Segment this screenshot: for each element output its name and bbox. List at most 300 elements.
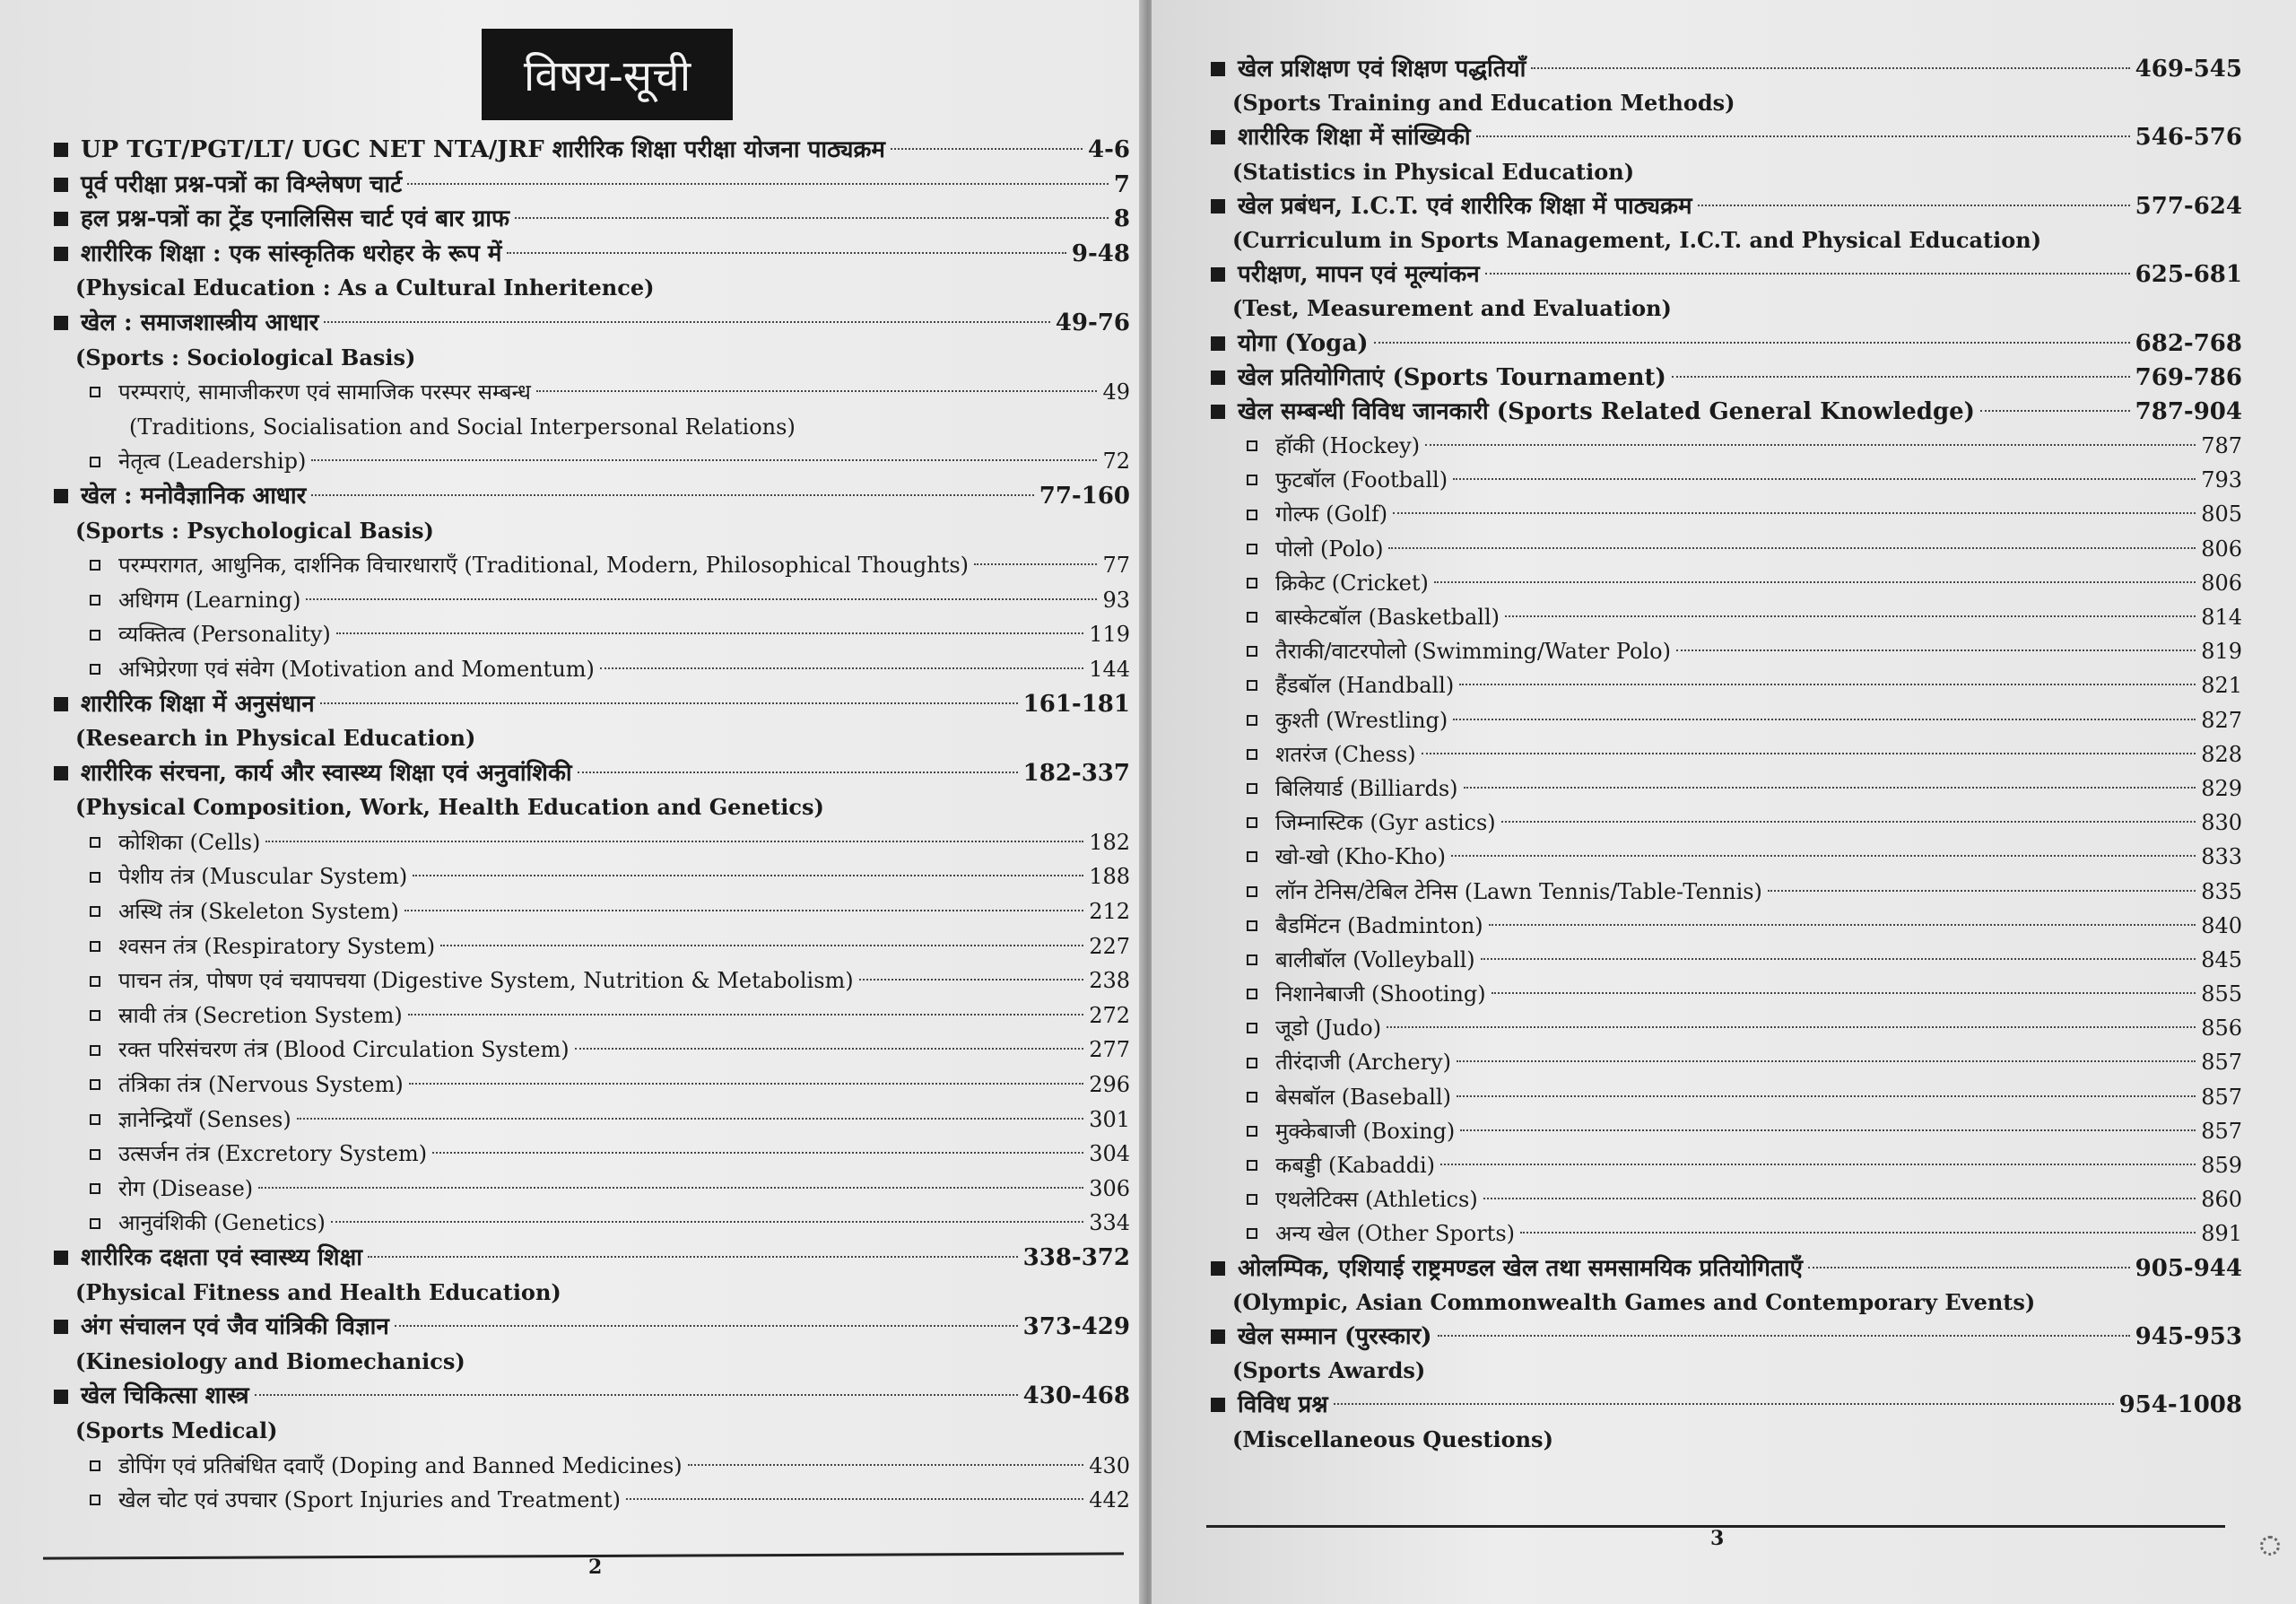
- toc-entry-title: तंत्रिका तंत्र (Nervous System): [118, 1072, 404, 1098]
- dot-leader: [626, 1498, 1083, 1500]
- toc-entry-title: स्रावी तंत्र (Secretion System): [118, 1002, 403, 1028]
- toc-entry-page: 8: [1113, 205, 1130, 233]
- dot-leader: [265, 841, 1083, 842]
- toc-entry-page: 306: [1089, 1175, 1130, 1201]
- hollow-square-bullet-icon: [1247, 851, 1257, 862]
- dot-leader: [336, 632, 1083, 634]
- hollow-square-bullet-icon: [90, 1495, 100, 1505]
- toc-entry-page: 845: [2201, 946, 2242, 972]
- toc-entry-main: [1211, 189, 2242, 223]
- toc-entry-title: बालीबॉल (Volleyball): [1275, 946, 1475, 972]
- toc-entry-en: [54, 341, 1130, 376]
- toc-entry-sub: [54, 444, 1130, 479]
- dot-leader: [1483, 1198, 2196, 1199]
- toc-entry-page: 227: [1089, 933, 1130, 959]
- toc-entry-sub: [1211, 875, 2242, 909]
- square-bullet-icon: [1211, 370, 1225, 385]
- toc-entry-sub: [54, 1172, 1130, 1207]
- toc-entry-page: 4-6: [1088, 136, 1130, 163]
- dot-leader: [1374, 342, 2130, 344]
- toc-entry-sub: [54, 825, 1130, 860]
- toc-entry-page: 833: [2201, 844, 2242, 870]
- toc-entry-page: 301: [1089, 1106, 1130, 1132]
- toc-entry-sub: [54, 998, 1130, 1033]
- toc-entry-page: 72: [1102, 449, 1130, 475]
- square-bullet-icon: [54, 178, 68, 192]
- toc-entry-page: 119: [1089, 622, 1130, 648]
- toc-entry-title: (Statistics in Physical Education): [1232, 158, 1635, 185]
- toc-entry-page: 814: [2201, 605, 2242, 630]
- toc-entry-main: [54, 479, 1130, 514]
- toc-entry-sub: [54, 1033, 1130, 1068]
- toc-entry-page: 682-768: [2135, 329, 2242, 357]
- toc-entry-title: (Physical Composition, Work, Health Education and Genetics): [75, 794, 824, 821]
- toc-entry-title: हॉकी (Hockey): [1275, 433, 1421, 459]
- toc-entry-title: अभिप्रेरणा एवं संवेग (Motivation and Momentum): [118, 656, 595, 682]
- toc-entry-page: 857: [2201, 1050, 2242, 1076]
- dot-leader: [324, 321, 1049, 323]
- toc-entry-sub: [54, 375, 1130, 410]
- toc-entry-page: 855: [2201, 981, 2242, 1007]
- hollow-square-bullet-icon: [90, 595, 100, 606]
- dot-leader: [1440, 1164, 2196, 1165]
- toc-entry-title: परम्परागत, आधुनिक, दार्शनिक विचारधाराएँ (Traditional, Modern, Philosophical Thoughts): [118, 553, 970, 579]
- toc-entry-sub: [54, 963, 1130, 998]
- toc-entry-sub: [54, 1483, 1130, 1518]
- toc-entry-page: 857: [2201, 1118, 2242, 1144]
- hollow-square-bullet-icon: [90, 1114, 100, 1125]
- toc-entry-sub: [1211, 943, 2242, 977]
- toc-entry-title: शारीरिक दक्षता एवं स्वास्थ्य शिक्षा: [81, 1244, 362, 1271]
- dot-leader: [1489, 924, 2196, 926]
- toc-entry-title: (Test, Measurement and Evaluation): [1232, 295, 1672, 322]
- hollow-square-bullet-icon: [90, 1010, 100, 1021]
- toc-entry-title: खेल सम्बन्धी विविध जानकारी (Sports Related General Knowledge): [1238, 397, 1975, 425]
- toc-entry-title: निशानेबाजी (Shooting): [1275, 981, 1486, 1007]
- toc-entry-title: शारीरिक संरचना, कार्य और स्वास्थ्य शिक्षा एवं अनुवांशिकी: [81, 759, 572, 787]
- toc-entry-page: 238: [1089, 968, 1130, 994]
- toc-entry-title: शारीरिक शिक्षा में अनुसंधान: [81, 690, 315, 718]
- toc-entry-page: 857: [2201, 1084, 2242, 1110]
- toc-entry-main: [54, 1379, 1130, 1414]
- dot-leader: [258, 1187, 1083, 1189]
- toc-entry-en: [1211, 86, 2242, 120]
- toc-entry-sub: [54, 894, 1130, 929]
- toc-entry-title: (Physical Fitness and Health Education): [75, 1278, 561, 1305]
- toc-entry-main: [54, 202, 1130, 237]
- toc-entry-sub: [1211, 463, 2242, 497]
- toc-entry-title: (Sports : Psychological Basis): [75, 517, 434, 544]
- toc-entry-sub: [1211, 600, 2242, 634]
- dot-leader: [297, 1118, 1083, 1120]
- toc-entry-page: 338-372: [1022, 1244, 1130, 1271]
- toc-entry-sub: [54, 1137, 1130, 1172]
- hollow-square-bullet-icon: [1247, 783, 1257, 794]
- toc-entry-page: 829: [2201, 775, 2242, 801]
- toc-entry-sub: [1211, 1011, 2242, 1045]
- hollow-square-bullet-icon: [90, 906, 100, 917]
- toc-entry-sub: [54, 652, 1130, 687]
- hollow-square-bullet-icon: [90, 1045, 100, 1056]
- toc-entry-title: गोल्फ (Golf): [1275, 501, 1388, 527]
- toc-entry-title: अंग संचालन एवं जैव यांत्रिकी विज्ञान: [81, 1313, 389, 1341]
- toc-entry-page: 373-429: [1022, 1313, 1130, 1341]
- toc-entry-title: अधिगम (Learning): [118, 587, 301, 613]
- toc-entry-sub: [1211, 497, 2242, 531]
- hollow-square-bullet-icon: [1247, 817, 1257, 828]
- toc-entry-sub: [1211, 771, 2242, 806]
- hollow-square-bullet-icon: [90, 560, 100, 571]
- toc-entry-en: [1211, 292, 2242, 326]
- dot-leader: [515, 217, 1109, 219]
- toc-entry-sub: [54, 1206, 1130, 1241]
- hollow-square-bullet-icon: [1247, 886, 1257, 897]
- toc-entry-title: नेतृत्व (Leadership): [118, 449, 307, 475]
- toc-entry-title: रक्त परिसंचरण तंत्र (Blood Circulation System): [118, 1037, 570, 1063]
- dot-leader: [1459, 684, 2196, 685]
- square-bullet-icon: [1211, 405, 1225, 419]
- dot-leader: [404, 910, 1083, 911]
- toc-entry-page: 77-160: [1039, 482, 1130, 510]
- dot-leader: [1464, 787, 2196, 789]
- toc-entry-sub: [1211, 1045, 2242, 1079]
- dot-leader: [688, 1464, 1084, 1466]
- hollow-square-bullet-icon: [1247, 955, 1257, 965]
- square-bullet-icon: [54, 697, 68, 711]
- toc-entry-title: खेल चिकित्सा शास्त्र: [81, 1382, 249, 1410]
- toc-entry-title: (Research in Physical Education): [75, 725, 476, 752]
- toc-entry-page: 769-786: [2135, 363, 2242, 391]
- toc-entry-sub: [1211, 532, 2242, 566]
- toc-entry-page: 793: [2201, 467, 2242, 493]
- toc-entry-sub: [54, 859, 1130, 894]
- toc-entry-en: [54, 1345, 1130, 1380]
- toc-entry-page: 430-468: [1022, 1382, 1130, 1410]
- toc-entry-sub: [1211, 909, 2242, 943]
- dot-leader: [891, 148, 1083, 150]
- toc-entry-title: ओलम्पिक, एशियाई राष्ट्रमण्डल खेल तथा समसामयिक प्रतियोगिताएँ: [1238, 1254, 1804, 1282]
- toc-entry-en: [1211, 1423, 2242, 1457]
- hollow-square-bullet-icon: [1247, 612, 1257, 623]
- toc-entry-title: (Miscellaneous Questions): [1232, 1425, 1553, 1452]
- dot-leader: [331, 1221, 1083, 1223]
- toc-entry-page: 821: [2201, 673, 2242, 699]
- toc-entry-title: उत्सर्जन तंत्र (Excretory System): [118, 1141, 428, 1167]
- dot-leader: [600, 667, 1083, 669]
- hollow-square-bullet-icon: [90, 872, 100, 883]
- toc-entry-page: 9-48: [1071, 240, 1130, 267]
- toc-entry-title: खेल प्रबंधन, I.C.T. एवं शारीरिक शिक्षा में पाठ्यक्रम: [1238, 192, 1692, 220]
- dot-leader: [409, 1083, 1083, 1085]
- dot-leader: [440, 945, 1083, 946]
- toc-entry-cont: [54, 410, 1130, 445]
- toc-entry-sub: [54, 583, 1130, 618]
- dot-leader: [578, 771, 1018, 773]
- toc-entry-main: [54, 1310, 1130, 1345]
- dot-leader: [1388, 547, 2196, 549]
- toc-entry-sub: [1211, 977, 2242, 1011]
- toc-entry-main: [1211, 120, 2242, 154]
- toc-entry-sub: [1211, 806, 2242, 840]
- toc-entry-title: डोपिंग एवं प्रतिबंधित दवाएँ (Doping and Banned Medicines): [118, 1452, 683, 1478]
- hollow-square-bullet-icon: [90, 1149, 100, 1160]
- toc-entry-title: फुटबॉल (Football): [1275, 467, 1448, 493]
- toc-entry-title: अन्य खेल (Other Sports): [1275, 1221, 1515, 1247]
- toc-entry-page: 805: [2201, 501, 2242, 527]
- hollow-square-bullet-icon: [1247, 1160, 1257, 1171]
- toc-entry-page: 577-624: [2135, 192, 2242, 220]
- toc-entry-main: [54, 1241, 1130, 1276]
- toc-entry-sub: [54, 617, 1130, 652]
- toc-entry-page: 954-1008: [2118, 1391, 2242, 1419]
- dot-leader: [1492, 992, 2196, 994]
- dot-leader: [974, 563, 1097, 565]
- toc-entry-sub: [1211, 1080, 2242, 1114]
- dot-leader: [1768, 890, 2196, 892]
- toc-entry-page: 49-76: [1055, 309, 1130, 336]
- toc-entry-page: 7: [1113, 170, 1130, 198]
- toc-entry-page: 296: [1089, 1072, 1130, 1098]
- toc-entry-title: खेल : मनोवैज्ञानिक आधार: [81, 482, 307, 510]
- hollow-square-bullet-icon: [1247, 680, 1257, 691]
- toc-entry-title: पोलो (Polo): [1275, 536, 1384, 562]
- square-bullet-icon: [1211, 267, 1225, 282]
- dot-leader: [1434, 581, 2196, 583]
- toc-entry-main: [1211, 1320, 2242, 1354]
- toc-entry-title: (Curriculum in Sports Management, I.C.T. and Physical Education): [1232, 226, 2042, 253]
- toc-entry-title: बेसबॉल (Baseball): [1275, 1084, 1451, 1110]
- toc-entry-title: शतरंज (Chess): [1275, 741, 1416, 767]
- hollow-square-bullet-icon: [1247, 1194, 1257, 1205]
- toc-entry-en: [1211, 1354, 2242, 1388]
- toc-entry-en: [1211, 1286, 2242, 1320]
- toc-entry-main: [1211, 257, 2242, 292]
- toc-entry-title: क्रिकेट (Cricket): [1275, 570, 1429, 596]
- square-bullet-icon: [1211, 336, 1225, 351]
- dot-leader: [1531, 67, 2129, 69]
- hollow-square-bullet-icon: [90, 941, 100, 952]
- hollow-square-bullet-icon: [1247, 440, 1257, 451]
- dot-leader: [1457, 1095, 2196, 1097]
- toc-entry-main: [1211, 1388, 2242, 1422]
- toc-entry-page: 334: [1089, 1210, 1130, 1236]
- hollow-square-bullet-icon: [1247, 1126, 1257, 1137]
- toc-entry-title: (Traditions, Socialisation and Social Interpersonal Relations): [129, 414, 796, 440]
- toc-entry-main: [54, 687, 1130, 722]
- toc-entry-sub: [54, 1103, 1130, 1138]
- hollow-square-bullet-icon: [1247, 1023, 1257, 1033]
- toc-entry-en: [54, 1276, 1130, 1311]
- toc-entry-title: पेशीय तंत्र (Muscular System): [118, 864, 408, 890]
- square-bullet-icon: [1211, 130, 1225, 144]
- toc-entry-title: परीक्षण, मापन एवं मूल्यांकन: [1238, 261, 1480, 289]
- toc-entry-page: 891: [2201, 1221, 2242, 1247]
- square-bullet-icon: [1211, 1398, 1225, 1412]
- toc-entry-title: (Sports Medical): [75, 1417, 278, 1443]
- hollow-square-bullet-icon: [90, 1460, 100, 1471]
- hollow-square-bullet-icon: [1247, 1058, 1257, 1068]
- toc-entry-en: [1211, 155, 2242, 189]
- toc-entry-title: (Kinesiology and Biomechanics): [75, 1347, 465, 1374]
- dot-leader: [1520, 1232, 2196, 1234]
- toc-entry-page: 787-904: [2135, 397, 2242, 425]
- hollow-square-bullet-icon: [90, 1183, 100, 1194]
- hollow-square-bullet-icon: [1247, 989, 1257, 999]
- toc-entry-page: 304: [1089, 1141, 1130, 1167]
- toc-entry-main: [1211, 395, 2242, 429]
- hollow-square-bullet-icon: [90, 837, 100, 848]
- hollow-square-bullet-icon: [1247, 646, 1257, 657]
- toc-entry-main: [54, 133, 1130, 168]
- toc-entry-page: 819: [2201, 639, 2242, 665]
- hollow-square-bullet-icon: [1247, 1092, 1257, 1103]
- toc-entry-title: शारीरिक शिक्षा में सांख्यिकी: [1238, 124, 1471, 152]
- toc-entry-title: खो-खो (Kho-Kho): [1275, 844, 1446, 870]
- toc-entry-title: (Sports : Sociological Basis): [75, 344, 416, 370]
- toc-entry-title: खेल प्रशिक्षण एवं शिक्षण पद्धतियाँ: [1238, 56, 1526, 83]
- toc-entry-en: [54, 271, 1130, 306]
- toc-entry-title: (Olympic, Asian Commonwealth Games and Contemporary Events): [1232, 1288, 2036, 1315]
- toc-entry-title: UP TGT/PGT/LT/ UGC NET NTA/JRF शारीरिक शिक्षा परीक्षा योजना पाठ्यक्रम: [81, 136, 885, 163]
- hollow-square-bullet-icon: [1247, 749, 1257, 760]
- toc-entry-sub: [1211, 429, 2242, 463]
- footer-rule-left: [43, 1552, 1124, 1559]
- toc-entry-title: आनुवंशिकी (Genetics): [118, 1210, 326, 1236]
- square-bullet-icon: [54, 212, 68, 226]
- square-bullet-icon: [54, 766, 68, 780]
- dot-leader: [413, 875, 1083, 876]
- toc-entry-title: (Sports Awards): [1232, 1357, 1426, 1384]
- toc-entry-title: बास्केटबॉल (Basketball): [1275, 605, 1500, 630]
- dot-leader: [1485, 273, 2130, 275]
- toc-entry-title: लॉन टेनिस/टेबिल टेनिस (Lawn Tennis/Table-Tennis): [1275, 878, 1762, 904]
- hollow-square-bullet-icon: [90, 387, 100, 397]
- toc-entry-main: [54, 237, 1130, 272]
- toc-entry-sub: [54, 1449, 1130, 1484]
- toc-entry-en: [54, 790, 1130, 825]
- toc-entry-main: [1211, 52, 2242, 86]
- toc-list-left: [54, 133, 1130, 1518]
- dot-leader: [368, 1256, 1018, 1258]
- dot-leader: [1501, 821, 2196, 823]
- toc-entry-title: कोशिका (Cells): [118, 829, 261, 855]
- toc-entry-title: विविध प्रश्न: [1238, 1391, 1328, 1419]
- toc-entry-page: 827: [2201, 707, 2242, 733]
- binding-mark: [2260, 1536, 2280, 1556]
- dot-leader: [408, 1014, 1083, 1016]
- dot-leader: [1387, 1026, 2196, 1028]
- toc-entry-title: एथलेटिक्स (Athletics): [1275, 1187, 1478, 1213]
- dot-leader: [1676, 649, 2196, 651]
- toc-entry-page: 77: [1102, 553, 1130, 579]
- dot-leader: [1457, 1060, 2196, 1062]
- dot-leader: [311, 494, 1033, 496]
- toc-entry-sub: [1211, 1148, 2242, 1182]
- toc-entry-page: 277: [1089, 1037, 1130, 1063]
- toc-entry-page: 828: [2201, 741, 2242, 767]
- toc-entry-page: 272: [1089, 1002, 1130, 1028]
- dot-leader: [575, 1048, 1084, 1050]
- toc-entry-title: (Sports Training and Education Methods): [1232, 90, 1735, 117]
- toc-entry-sub: [1211, 634, 2242, 668]
- toc-entry-page: 860: [2201, 1187, 2242, 1213]
- square-bullet-icon: [54, 143, 68, 157]
- toc-entry-title: शारीरिक शिक्षा : एक सांस्कृतिक धरोहर के रूप में: [81, 240, 502, 267]
- toc-entry-main: [54, 306, 1130, 341]
- hollow-square-bullet-icon: [90, 457, 100, 467]
- toc-entry-sub: [1211, 737, 2242, 771]
- toc-entry-en: [54, 721, 1130, 756]
- dot-leader: [255, 1394, 1018, 1396]
- hollow-square-bullet-icon: [1247, 475, 1257, 485]
- dot-leader: [1453, 719, 2196, 720]
- hollow-square-bullet-icon: [90, 630, 100, 641]
- toc-entry-page: 945-953: [2135, 1322, 2242, 1350]
- dot-leader: [1980, 410, 2130, 412]
- dot-leader: [1393, 512, 2196, 514]
- hollow-square-bullet-icon: [90, 1079, 100, 1090]
- toc-entry-page: 787: [2201, 433, 2242, 459]
- toc-entry-title: पूर्व परीक्षा प्रश्न-पत्रों का विश्लेषण चार्ट: [81, 170, 403, 198]
- dot-leader: [1505, 615, 2196, 617]
- dot-leader: [507, 252, 1065, 254]
- right-page: [1152, 0, 2296, 1604]
- dot-leader: [311, 459, 1097, 461]
- square-bullet-icon: [1211, 199, 1225, 214]
- toc-entry-title: खेल प्रतियोगिताएं (Sports Tournament): [1238, 363, 1666, 391]
- dot-leader: [1808, 1267, 2130, 1268]
- square-bullet-icon: [1211, 1329, 1225, 1344]
- toc-entry-page: 856: [2201, 1016, 2242, 1042]
- dot-leader: [1438, 1335, 2130, 1337]
- toc-entry-title: खेल सम्मान (पुरस्कार): [1238, 1322, 1432, 1350]
- left-page: [0, 0, 1144, 1604]
- square-bullet-icon: [54, 316, 68, 330]
- page-number-right: 3: [1710, 1527, 1725, 1550]
- toc-entry-en: [54, 1414, 1130, 1449]
- toc-entry-page: 806: [2201, 536, 2242, 562]
- dot-leader: [1453, 478, 2196, 480]
- toc-entry-page: 182-337: [1022, 759, 1130, 787]
- toc-entry-page: 469-545: [2135, 56, 2242, 83]
- toc-entry-title: परम्पराएं, सामाजीकरण एवं सामाजिक परस्पर सम्बन्ध: [118, 379, 531, 405]
- hollow-square-bullet-icon: [90, 1218, 100, 1229]
- toc-entry-page: 546-576: [2135, 124, 2242, 152]
- toc-entry-sub: [1211, 703, 2242, 737]
- toc-entry-sub: [1211, 668, 2242, 702]
- toc-entry-sub: [1211, 566, 2242, 600]
- dot-leader: [1460, 1129, 2196, 1131]
- dot-leader: [395, 1325, 1018, 1327]
- hollow-square-bullet-icon: [90, 976, 100, 987]
- toc-entry-en: [54, 514, 1130, 549]
- hollow-square-bullet-icon: [1247, 578, 1257, 588]
- dot-leader: [306, 598, 1097, 600]
- toc-list-right: [1211, 52, 2242, 1457]
- toc-entry-title: (Physical Education : As a Cultural Inheritence): [75, 275, 655, 301]
- toc-entry-main: [1211, 361, 2242, 395]
- toc-entry-title: कुश्ती (Wrestling): [1275, 707, 1448, 733]
- toc-entry-title: बैडमिंटन (Badminton): [1275, 912, 1483, 938]
- page-title: विषय-सूची: [482, 29, 733, 120]
- toc-entry-page: 835: [2201, 878, 2242, 904]
- toc-entry-main: [1211, 1251, 2242, 1286]
- dot-leader: [1476, 135, 2130, 137]
- toc-entry-title: बिलियार्ड (Billiards): [1275, 775, 1458, 801]
- toc-entry-page: 806: [2201, 570, 2242, 596]
- toc-entry-page: 905-944: [2135, 1254, 2242, 1282]
- toc-entry-page: 188: [1089, 864, 1130, 890]
